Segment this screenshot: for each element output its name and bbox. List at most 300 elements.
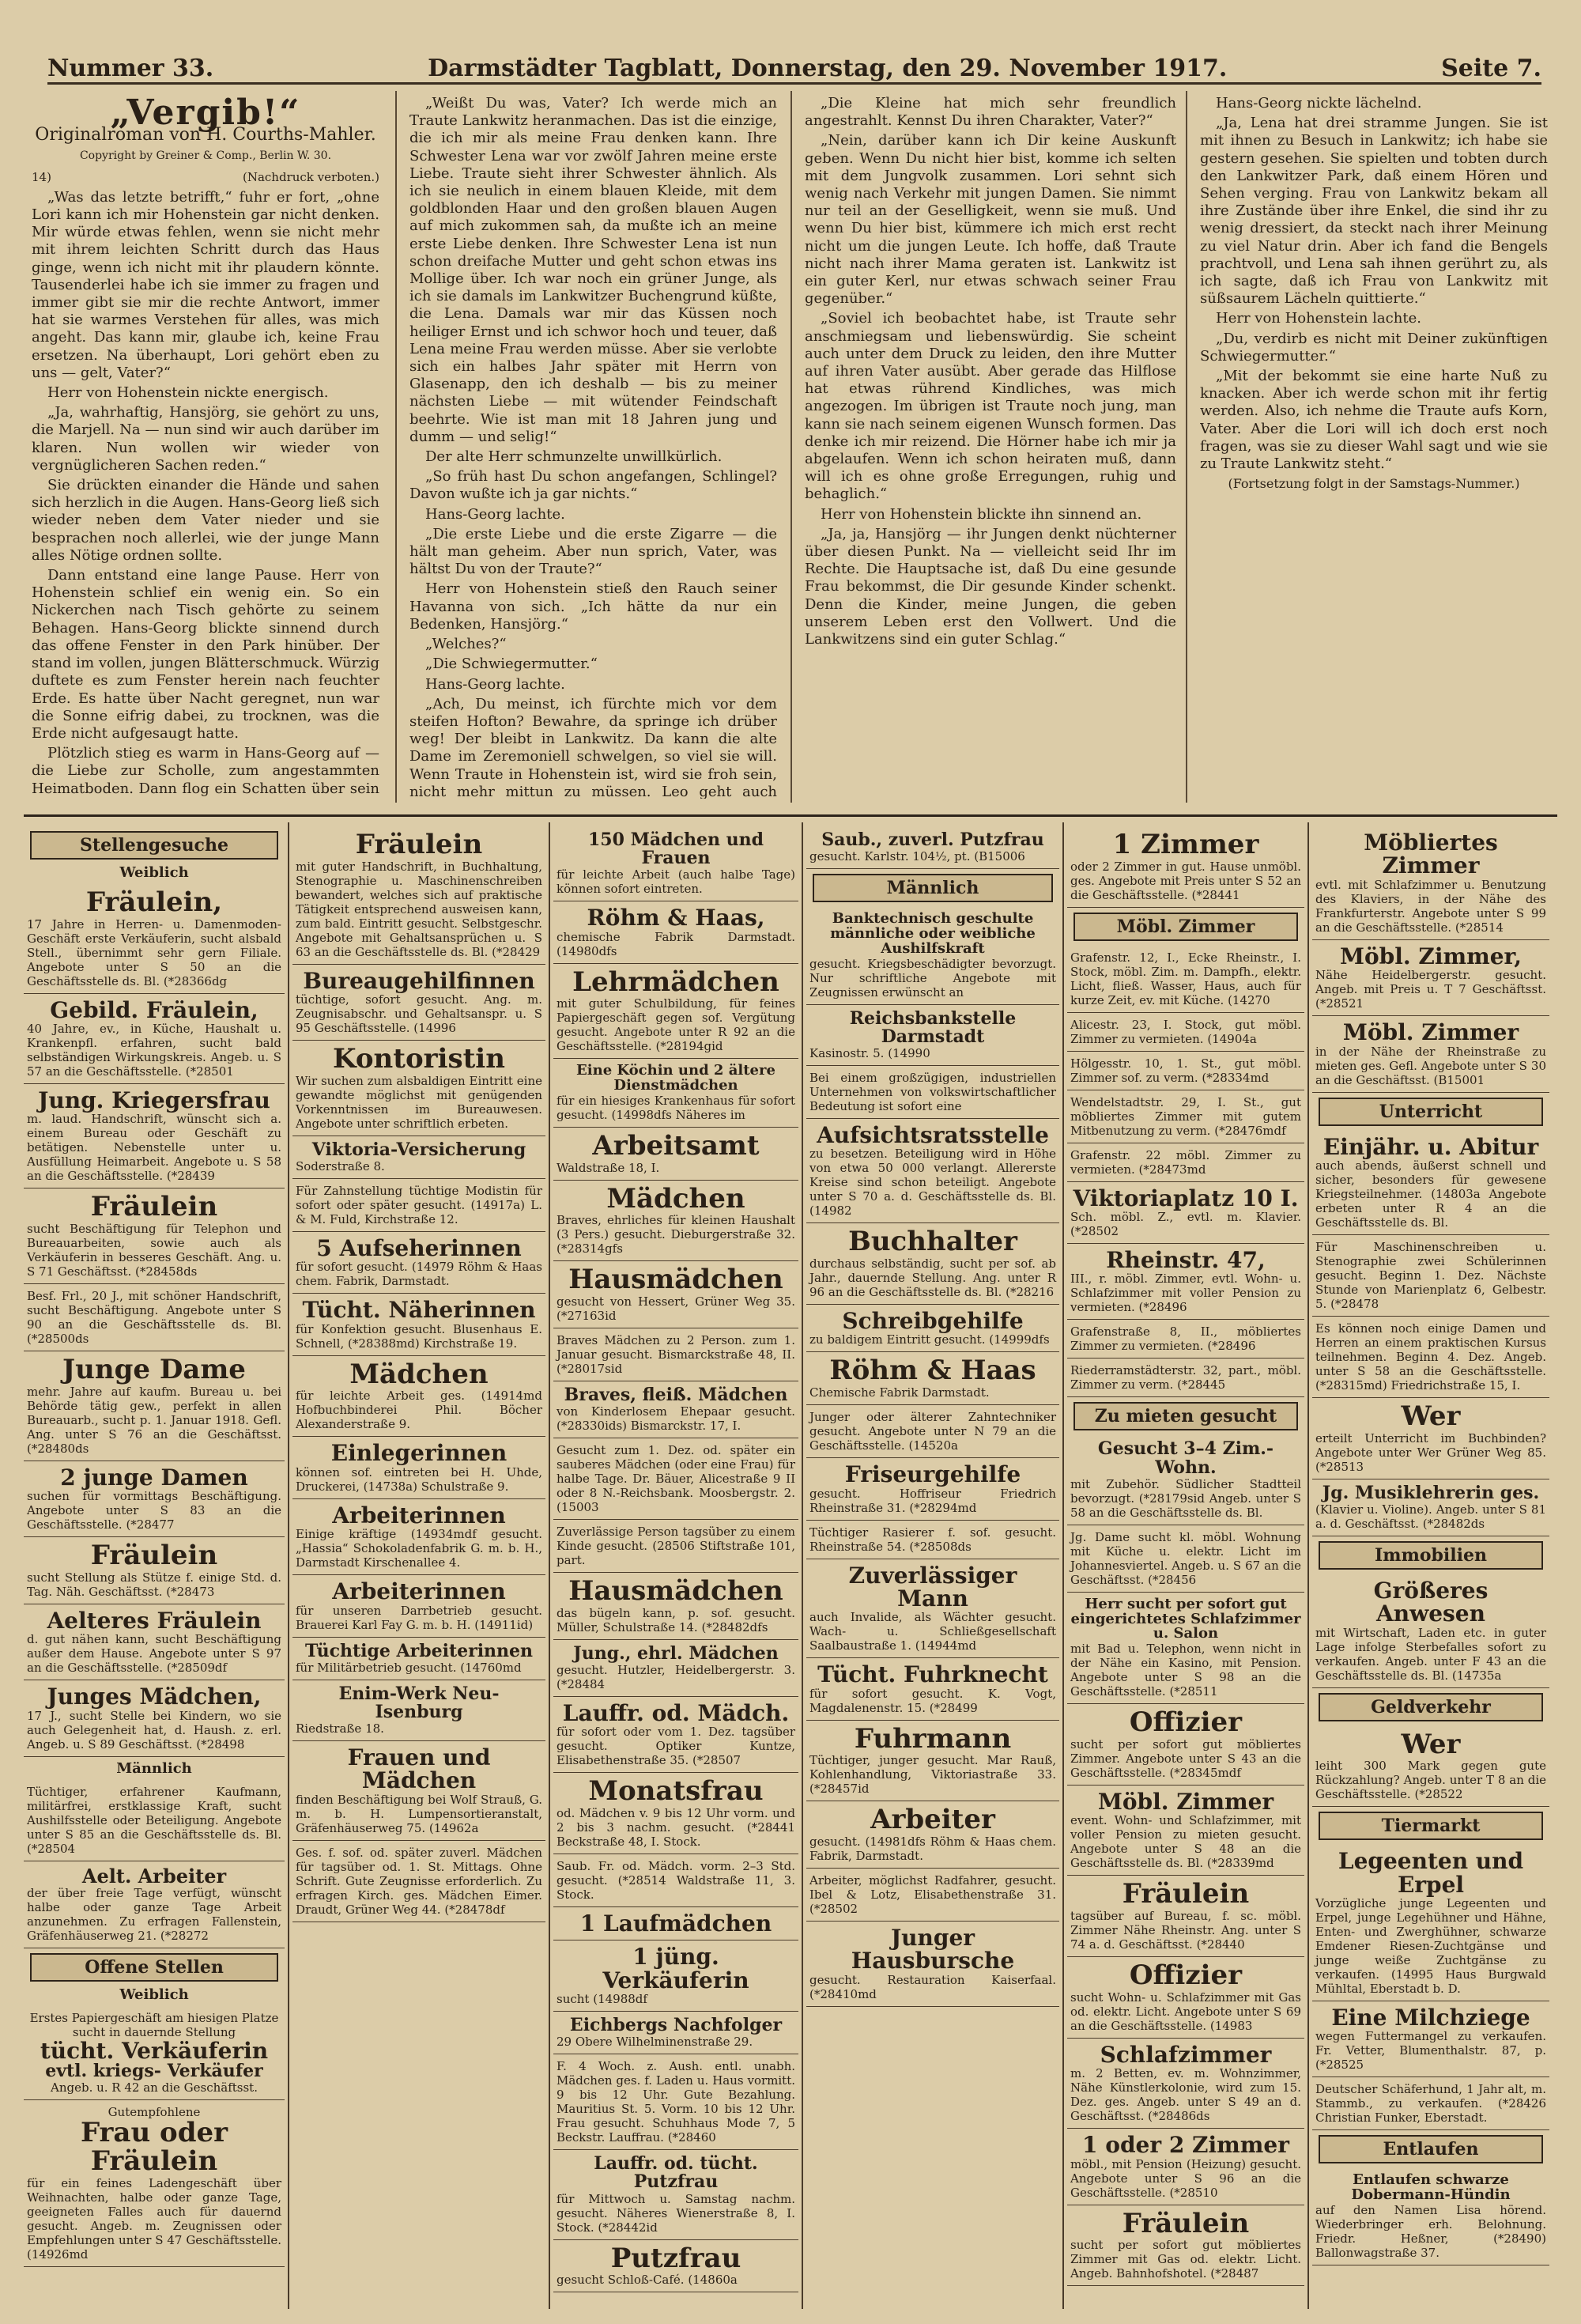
ad-text: möbl., mit Pension (Heizung) gesucht. Angebote unter S 96 an die Geschäftsstelle. (*28510 [1070, 2156, 1301, 2200]
ad-headline: Mädchen [606, 1182, 745, 1215]
classified-ad [1067, 946, 1304, 1013]
ad-headline: Lauffr. od. Mädch. [562, 1699, 790, 1726]
ad-text: Einige kräftige (14934mdf gesucht. „Hassia“ Schokoladenfabrik G. m. b. H., Darmstadt Kirschenallee 4. [296, 1527, 542, 1570]
classified-ad [292, 1841, 545, 1922]
classified-ad [553, 2150, 798, 2239]
ad-text: mit Wirtschaft, Laden etc. in guter Lage infolge Sterbefalles sofort zu verkaufen. Angeb. unter F 43 an die Geschäftsstelle ds. Bl. (14735a [1315, 1625, 1546, 1683]
classified-ad [24, 1084, 285, 1188]
ad-headline: evtl. kriegs- Verkäufer [45, 2061, 263, 2082]
issue-number: Nummer 33. [47, 55, 214, 82]
ad-text: mit Zubehör. Südlicher Stadtteil bevorzugt. (*28179sid Angeb. unter S 58 an die Geschäftsstelle ds. Bl. [1070, 1476, 1301, 1520]
ad-text: mit Bad u. Telephon, wenn nicht in der Nähe ein Kasino, mit Pension. Angebote unter S 98 an die Geschäftsstelle. (*28511 [1070, 1642, 1301, 1699]
ad-text: in der Nähe der Rheinstraße zu mieten ges. Gefl. Angebote unter S 30 an die Geschäftsst. (B15001 [1315, 1044, 1546, 1087]
classified-ad [806, 1721, 1059, 1802]
classified-ad [553, 1438, 798, 1520]
ad-headline: Kontoristin [333, 1043, 505, 1075]
ad-headline: Röhm & Haas [829, 1355, 1036, 1387]
ad-headline: Möbl. Zimmer, [1340, 943, 1522, 969]
classified-ad [24, 1188, 285, 1284]
ad-headline: Fräulein [1122, 1878, 1250, 1910]
classified-ad [1312, 1016, 1549, 1092]
classified-ad [292, 1232, 545, 1294]
column-rule [802, 822, 803, 2309]
ad-text: tagsüber auf Bureau, f. sc. möbl. Zimmer Nähe Rheinstr. Ang. unter S 74 a. d. Geschäftsst. (*28440 [1070, 1909, 1301, 1952]
section-header: Männlich [813, 874, 1053, 902]
ad-text: od. Mädchen v. 9 bis 12 Uhr vorm. und 2 bis 3 nachm. gesucht. (*28441 Beckstraße 48, I. Stock. [557, 1806, 795, 1850]
classified-ad [292, 1041, 545, 1136]
novel-paragraph: Hans-Georg nickte lächelnd. [1216, 95, 1422, 111]
novel-col3-body [805, 95, 1176, 648]
ad-headline: Herr sucht per sofort gut eingerichtetes Schlafzimmer u. Salon [1070, 1595, 1301, 1642]
ads-column-5 [1067, 826, 1304, 2305]
ad-headline: Aelteres Fräulein [47, 1607, 262, 1634]
novel-paragraph: Herr von Hohenstein nickte energisch. [47, 384, 329, 402]
ad-headline: tücht. Verkäuferin [40, 2037, 269, 2064]
ad-headline: Eine Köchin und 2 ältere Dienstmädchen [576, 1062, 775, 1094]
ad-text: mehr. Jahre auf kaufm. Bureau u. bei Behörde tätig gew., perfekt in allen Bureauarb., sucht p. 1. Januar 1918. Gefl. Ang. unter S 76 an die Geschäftsst. (*28480ds [27, 1384, 281, 1456]
section-header-stellengesuche: Stellengesuche [30, 831, 278, 860]
ad-text: Wendelstadtstr. 29, I. St., gut möbliertes Zimmer mit gutem Mitbenutzung zu verm. (*28476mdf [1070, 1094, 1301, 1138]
classified-ad [292, 1136, 545, 1179]
classified-ad [1312, 2077, 1549, 2130]
classified-ad [553, 1181, 798, 1262]
ad-text: gesucht. Hutzler, Heidelbergerstr. 3. (*28484 [557, 1662, 795, 1691]
ad-text: sucht Stellung als Stütze f. einige Std. d. Tag. Näh. Geschäftsst. (*28473 [27, 1570, 281, 1599]
section-header: Geldverkehr [1319, 1693, 1543, 1721]
ad-text: gesucht. Restauration Kaiserfaal. (*28410md [809, 1972, 1056, 2001]
classified-ad [806, 1922, 1059, 2007]
novel-paragraph: „Ja, wahrhaftig, Hansjörg, sie gehört zu uns, die Marjell. Na — nun sind wir auch darüber im klaren. Nun wollen wir wieder von vergnüglicheren Sachen reden.“ [32, 404, 379, 474]
classified-ad [1067, 1244, 1304, 1320]
ad-headline: Offizier [1129, 1706, 1243, 1739]
subsection-weiblich: Weiblich [119, 1986, 189, 2003]
subsection-weiblich: Weiblich [119, 864, 189, 881]
novel-col1-body [32, 189, 379, 799]
ad-text: Braves Mädchen zu 2 Person. zum 1. Januar gesucht. Bismarckstraße 48, II. (*28017sid [557, 1333, 795, 1377]
ad-text: finden Beschäftigung bei Wolf Strauß, G. m. b. H. Lumpensortieranstalt, Gräfenhäuserweg 75. (14962a [296, 1792, 542, 1835]
ad-text: Gutempfohlene [108, 2105, 201, 2120]
ad-headline: 2 junge Damen [60, 1464, 248, 1491]
classified-ad [24, 884, 285, 994]
novel-paragraph: „Soviel ich beobachtet habe, ist Traute sehr anschmiegsam und liebenswürdig. Sie scheint auch unter dem Druck zu leiden, den ihre Mutter auf ihren Vater ausübt. Aber gerade das Hilflose hat etwas rührend Kindliches, was mich angezogen. Im übrigen ist Traute noch jung, man kann sie nach seinem eigenen Wunsch formen. Das denke ich mir reizend. Die Hörner habe ich mir ja abgelaufen. Wenn ich schon heiraten muß, dann will ich es ohne große Erregungen, ruhig und behaglich.“ [805, 310, 1176, 503]
ad-headline: Viktoria-Versicherung [311, 1139, 526, 1160]
section-header: Zu mieten gesucht [1073, 1402, 1298, 1430]
ad-headline: 1 Zimmer [1112, 829, 1259, 860]
classified-ad [1067, 1143, 1304, 1182]
ad-text: (Klavier u. Violine). Angeb. unter S 81 a. d. Geschäftsst. (*28482ds [1315, 1502, 1546, 1531]
ad-headline: Wer [1401, 1728, 1461, 1760]
ad-text: für leichte Arbeit ges. (14914md Hofbuchbinderei Phil. Böcher Alexanderstraße 9. [296, 1389, 542, 1432]
ad-text: Braves, ehrliches für kleinen Haushalt (3 Pers.) gesucht. Dieburgerstraße 32. (*28314gfs [557, 1213, 795, 1256]
classified-ad [292, 1294, 545, 1355]
ad-headline: Legeenten und Erpel [1338, 1848, 1524, 1898]
ad-headline: Einlegerinnen [330, 1440, 508, 1467]
ad-text: für sofort gesucht. (14979 Röhm & Haas chem. Fabrik, Darmstadt. [296, 1260, 542, 1289]
classified-ad [24, 1861, 285, 1948]
ad-text: 17 J., sucht Stelle bei Kindern, wo sie auch Gelegenheit hat, d. Haush. z. erl. Angeb. u. S 89 Geschäftsst. (*28498 [27, 1708, 281, 1752]
classified-ad [553, 826, 798, 901]
classified-ad [24, 1351, 285, 1461]
novel-copyright: Copyright by Greiner & Comp., Berlin W. 30. [79, 149, 332, 163]
ad-headline: Fräulein [355, 829, 483, 860]
ad-text: sucht per sofort gut möbliertes Zimmer. Angebote unter S 43 an die Geschäftsstelle. (*28345mdf [1070, 1737, 1301, 1781]
ad-text: Saub. Fr. od. Mädch. vorm. 2–3 Std. gesucht. (*28514 Waldstraße 11, 3. Stock. [557, 1859, 795, 1903]
ads-col1-list [24, 884, 285, 1757]
column-rule [288, 822, 289, 2309]
classified-ad [553, 1128, 798, 1181]
classified-ad [1067, 1525, 1304, 1593]
classified-ad [1312, 1317, 1549, 1398]
ads-column-2 [292, 826, 545, 2305]
classified-ad [1067, 2129, 1304, 2205]
classified-ad [1312, 1131, 1549, 1235]
ad-text: 17 Jahre in Herren- u. Damenmoden-Geschäft erste Verkäuferin, sucht alsbald Stell., übernimmt sehr gern Filiale. Angebote unter S 50 an die Geschäftsstelle ds. Bl. (*28366dg [27, 916, 281, 988]
ad-headline: Schlafzimmer [1100, 2041, 1272, 2068]
ad-headline: Lauffr. od. tücht. Putzfrau [594, 2153, 758, 2193]
ad-headline: Banktechnisch geschulte männliche oder weibliche Aushilfskraft [830, 910, 1036, 957]
ads-col6-list [1312, 826, 1549, 2265]
ad-text: Tüchtiger, junger gesucht. Mar Rauß, Kohlenhandlung, Viktoriastraße 33. (*28457id [809, 1753, 1056, 1797]
ad-text: gesucht. Karlstr. 104½, pt. (B15006 [809, 849, 1025, 864]
ad-text: Ges. f. sof. od. später zuverl. Mädchen für tagsüber od. 1. St. Mittags. Ohne Schrift. Gute Zeugnisse erforderlich. Zu erfragen Kirch. ges. Mädchen Eimer. Draudt, Grüner Weg 44. (*28478df [296, 1845, 542, 1917]
ad-text: m. laud. Handschrift, wünscht sich a. einem Bureau oder Geschäft zu betätigen. Nebenstelle unter u. Ausfüllung Heimarbeit. Angebote u. S 58 an die Geschäftsstelle. (*28439 [27, 1112, 281, 1184]
ad-headline: Möbl. Zimmer [1097, 1789, 1274, 1816]
ad-text: für ein hiesiges Krankenhaus für sofort gesucht. (14998dfs Näheres im [557, 1094, 795, 1123]
classified-ad [806, 1801, 1059, 1869]
column-rule [1186, 91, 1187, 803]
ad-headline: Fräulein [90, 1540, 218, 1572]
classified-ad [806, 1658, 1059, 1720]
ad-text: Soderstraße 8. [296, 1158, 385, 1173]
ad-text: sucht (14988df [557, 1992, 647, 2007]
ad-text: 29 Obere Wilhelminenstraße 29. [557, 2035, 753, 2050]
classified-ad [806, 907, 1059, 1005]
classified-ad [24, 2100, 285, 2266]
ad-headline: 1 Laufmädchen [579, 1910, 772, 1937]
classified-ad [1312, 1726, 1549, 1808]
ad-text: Für Maschinenschreiben u. Stenographie zwei Schülerinnen gesucht. Beginn 1. Dez. Nächste Stunde von Marienplatz 6, Gelbestr. 5. (*28478 [1315, 1239, 1546, 1311]
novel-paragraph: Dann entstand eine lange Pause. Herr von Hohenstein schlief ein wenig ein. So ein Nickerchen nach Tisch gehörte zu seinem Behagen. Hans-Georg blickte sinnend durch das offene Fenster in den Park hinüber. Der stand im vollen, jungen Blätterschmuck. Würzig duftete es zum Fenster herein nach feuchter Erde. Es hatte über Nacht geregnet, nun war die Sonne eifrig dabei, zu trocknen, was die Erde nicht aufgesaugt hatte. [32, 567, 379, 742]
ad-headline: Arbeiter [870, 1804, 995, 1836]
classified-ad [806, 826, 1059, 869]
section-header: Tiermarkt [1319, 1812, 1543, 1840]
ads-col5-list [1067, 826, 1304, 2286]
classified-ad [553, 1520, 798, 1573]
classified-ad [553, 901, 798, 963]
ad-headline: Friseurgehilfe [844, 1461, 1021, 1488]
classified-ad [553, 1059, 798, 1128]
ad-text: zu baldigem Eintritt gesucht. (14999dfs [809, 1332, 1050, 1347]
ad-text: für sofort gesucht. K. Vogt, Magdalenenstr. 15. (*28499 [809, 1686, 1056, 1715]
classified-ad [1312, 826, 1549, 940]
ad-headline: Monatsfrau [588, 1775, 764, 1808]
classified-ad [24, 994, 285, 1084]
ads-column-3 [553, 826, 798, 2305]
ad-text: Nähe Heidelbergerstr. gesucht. Angeb. mit Preis u. T 7 Geschäftsst. (*28521 [1315, 968, 1546, 1011]
ad-headline: Tücht. Fuhrknecht [817, 1661, 1048, 1688]
novel-paragraph: „Du, verdirb es nicht mit Deiner zukünftigen Schwiegermutter.“ [1200, 330, 1548, 365]
classified-ad [553, 1940, 798, 2012]
ad-headline: Fuhrmann [854, 1722, 1012, 1755]
column-rule [790, 91, 792, 803]
classified-ad [553, 964, 798, 1060]
classified-ad [1312, 2168, 1549, 2265]
ad-headline: Möbl. Zimmer [1342, 1019, 1519, 1046]
ad-text: leiht 300 Mark gegen gute Rückzahlung? Angeb. unter T 8 an die Geschäftsstelle. (*28522 [1315, 1759, 1546, 1802]
ad-headline: Aelt. Arbeiter [81, 1864, 227, 1888]
ad-headline: Arbeitsamt [592, 1130, 760, 1162]
ad-headline: Junge Dame [62, 1354, 246, 1386]
ad-headline: Größeres Anwesen [1373, 1577, 1489, 1627]
classified-ad [292, 1638, 545, 1680]
classified-ad [24, 1537, 285, 1604]
ad-text: erteilt Unterricht im Buchbinden? Angebote unter Wer Grüner Weg 85. (*28513 [1315, 1430, 1546, 1474]
masthead [47, 41, 1541, 85]
ad-text: d. gut nähen kann, sucht Beschäftigung außer dem Hause. Angebote unter S 97 an die Geschäftsstelle. (*28509df [27, 1632, 281, 1676]
ad-text: das bügeln kann, p. sof. gesucht. Müller, Schulstraße 14. (*28482dfs [557, 1605, 795, 1634]
ad-text: Es können noch einige Damen und Herren an einem praktischen Kursus teilnehmen. Beginn 4. Dez. Angeb. unter S 58 an die Geschäftsstelle. (*28315md) Friedrichstraße 15, I. [1315, 1321, 1546, 1393]
ad-text: der über freie Tage verfügt, wünscht halbe oder ganze Tage Arbeit anzunehmen. Zu erfragen Fallenstein, Gräfenhäuserweg 21. (*28272 [27, 1885, 281, 1943]
ad-text: sucht Wohn- u. Schlafzimmer mit Gas od. elektr. Licht. Angebote unter S 69 an die Geschäftsstelle. (14983 [1070, 1990, 1301, 2033]
novel-paragraph: Herr von Hohenstein blickte ihn sinnend an. [821, 505, 1142, 523]
classified-ad [292, 1437, 545, 1498]
classified-ad [553, 1381, 798, 1438]
ad-headline: Schreibgehilfe [842, 1308, 1024, 1335]
classified-ad [292, 1741, 545, 1841]
ad-headline: Enim-Werk Neu-Isenburg [338, 1683, 500, 1722]
novel-paragraph: Herr von Hohenstein lachte. [1216, 310, 1421, 327]
ad-headline: Arbeiterinnen [332, 1502, 506, 1529]
ad-text: Deutscher Schäferhund, 1 Jahr alt, m. Stammb., zu verkaufen. (*28426 Christian Funker, Eberstadt. [1315, 2082, 1546, 2126]
classified-ad [806, 1559, 1059, 1659]
ad-headline: Hausmädchen [568, 1264, 783, 1296]
ad-text: gesucht. Kriegsbeschädigter bevorzugt. Nur schriftliche Angebote mit Zeugnissen erwünscht an [809, 956, 1056, 1000]
classified-ad [1067, 1704, 1304, 1786]
classified-ad [24, 2006, 285, 2100]
novel-paragraph: „Weißt Du was, Vater? Ich werde mich an Traute Lankwitz heranmachen. Das ist die einzige, die ich mir als meine Frau denken kann. Ihre Schwester Lena war vor zwölf Jahren meine erste Liebe. Traute sieht ihrer Schwester ähnlich. Als ich sie neulich in einem blauen Kleide, mit dem goldblonden Haar und den großen blauen Augen auf mich zukommen sah, da mußte ich an meine erste Liebe denken. Ihre Schwester Lena ist nun schon dreifache Mutter und geht schon etwas ins Mollige über. Ich war noch ein grüner Junge, als ich sie damals im Lankwitzer Buchengrund küßte, die Lena. Damals war mir das Küssen noch heiliger Ernst und ich schwor hoch und teuer, daß Lena meine Frau werden müsse. Aber sie verlobte sich ein halbes Jahr später mit Herrn von Glasenapp, den ich deshalb — bis zu meiner nächsten Liebe — mit wütender Feindschaft beehrte. Wie ist man mit 18 Jahren jung und dumm — und selig!“ [409, 95, 777, 445]
classified-ad [1312, 940, 1549, 1016]
section-divider [24, 814, 1557, 817]
column-rule [549, 822, 550, 2309]
novel-paragraph: „Ja, ja, Hansjörg — ihr Jungen denkt nüchterner über diesen Punkt. Na — vielleicht seid Ihr im Rechte. Die Hauptsache ist, daß Du eine gesunde Frau bekommst, die Dir gesunde Kinder schenkt. Denn die Kinder, meine Jungen, die geben unserem Leben erst den Vollwert. Und die Lankwitzens sind ein guter Schlag.“ [805, 525, 1176, 648]
reprint-notice: (Nachdruck verboten.) [242, 169, 379, 184]
novel-author: Originalroman von H. Courths-Mahler. [35, 125, 376, 145]
ads-col2-list [292, 826, 545, 1922]
ad-text: event. Wohn- und Schlafzimmer, mit voller Pension zu mieten gesucht. Angebote unter S 48 an die Geschäftsstelle ds. Bl. (*28339md [1070, 1813, 1301, 1871]
classified-ad [1312, 1845, 1549, 2001]
classified-ad [553, 1640, 798, 1697]
ad-text: auch Invalide, als Wächter gesucht. Wach- u. Schließgesellschaft Saalbaustraße 1. (14944md [809, 1610, 1056, 1653]
classified-ad [553, 1328, 798, 1381]
ad-headline: Einjähr. u. Abitur [1323, 1133, 1539, 1160]
ad-text: chemische Fabrik Darmstadt. (14980dfs [557, 929, 795, 958]
ad-text: auch abends, äußerst schnell und sicher, besonders für gewesene Kriegsteilnehmer. (14803a Angebote erbeten unter R 4 an die Geschäftsstelle ds. Bl. [1315, 1158, 1546, 1230]
classified-ad [1067, 1182, 1304, 1244]
classified-ad [806, 1458, 1059, 1520]
ad-headline: Wer [1401, 1400, 1461, 1432]
classified-ad [24, 1284, 285, 1351]
ad-text: Vorzügliche junge Legeenten und Erpel, junge Legehühner und Hähne, Enten- und Zwerghühner, schwarze Emdener Riesen-Zuchtgänse und junge weiße Zuchtgänse zu verkaufen. (14995 Haus Burgwald Mühltal, Eberstadt b. D. [1315, 1895, 1546, 1996]
ad-headline: Frau oder Fräulein [80, 2117, 228, 2178]
ad-text: Tüchtiger Rasierer f. sof. gesucht. Rheinstraße 54. (*28508ds [809, 1525, 1056, 1554]
ad-headline: Mädchen [349, 1358, 489, 1390]
ad-text: Tüchtiger, erfahrener Kaufmann, militärfrei, erstklassige Kraft, sucht Aushilfsstelle oder Beteiligung. Angebote unter S 85 an die Geschäftsstelle ds. Bl. (*28504 [27, 1784, 281, 1856]
classified-ad [806, 1005, 1059, 1066]
classified-ad [806, 1119, 1059, 1223]
ad-text: sucht per sofort gut möbliertes Zimmer mit Gas od. elektr. Licht. Angeb. Bahnhofshotel. (*28487 [1070, 2238, 1301, 2281]
ad-headline: Gesucht 3–4 Zim.-Wohn. [1097, 1438, 1274, 1478]
ads-col4-list [806, 826, 1059, 2007]
classified-ad [1067, 1052, 1304, 1090]
classified-ad [1067, 1876, 1304, 1957]
classified-ad [806, 1223, 1059, 1305]
ad-headline: 1 jüng. Verkäuferin [602, 1944, 749, 1993]
ad-text: für Konfektion gesucht. Blusenhaus E. Schnell, (*28388md) Kirchstraße 19. [296, 1321, 542, 1351]
novel-paragraph: „Was das letzte betrifft,“ fuhr er fort, „ohne Lori kann ich mir Hohenstein gar nicht denken. Mir würde etwas fehlen, wenn sie nicht mehr mit ihrem leichten Schritt durch das Haus ginge, wenn ich nicht mit ihr plaudern könnte. Tausenderlei habe ich sie immer zu fragen und immer gibt sie mir die rechte Antwort, immer hat sie warmes Verstehen für alles, was mich angeht. Das kann mir, glaube ich, keine Frau ersetzen. Na überhaupt, Lori gehört eben zu uns — gelt, Vater?“ [32, 188, 379, 381]
novel-paragraph: „Nein, darüber kann ich Dir keine Auskunft geben. Wenn Du nicht hier bist, komme ich selten mit dem Jungvolk zusammen. Lori sehnt sich wenig nach Verkehr mit jungen Damen. Sie nimmt nur teil an der Geselligkeit, wenn sie muß. Und wenn Du hier bist, kümmere ich mich erst recht nicht um die jungen Leute. Ich hoffe, daß Traute nicht nach ihrer Mama geraten ist. Lankwitz ist ein guter Kerl, nur etwas schwach seiner Frau gegenüber.“ [805, 132, 1176, 308]
ad-headline: Frauen und Mädchen [347, 1744, 491, 1794]
ad-headline: Eine Milchziege [1331, 2004, 1530, 2031]
ad-text: Riedstraße 18. [296, 1721, 384, 1736]
classified-ad [806, 1521, 1059, 1559]
novel-paragraph: Hans-Georg lachte. [425, 675, 565, 693]
ad-text: Alicestr. 23, I. Stock, gut möbl. Zimmer zu vermieten. (14904a [1070, 1017, 1301, 1046]
novel-paragraph: Plötzlich stieg es warm in Hans-Georg auf — die Liebe zur Scholle, zum angestammten Heimatboden. Dann flog ein Schatten über sein [32, 745, 379, 797]
classified-ad [553, 2054, 798, 2150]
ad-text: Für Zahnstellung tüchtige Modistin für sofort oder später gesucht. (14917a) L. & M. Fuld, Kirchstraße 12. [296, 1183, 542, 1226]
column-rule [1062, 822, 1064, 2309]
ads-column-1 [24, 826, 285, 2305]
classified-ad [1312, 1398, 1549, 1479]
ad-text: F. 4 Woch. z. Aush. entl. unabh. Mädchen ges. f. Laden u. Haus vormitt. 9 bis 12 Uhr. Gute Bezahlung. Mauritius St. 5. Vorm. 10 bis 12 Uhr. Frau gesucht. Schuhhaus Mode 7, 5 Beckstr. Lauffrau. (*28460 [557, 2059, 795, 2145]
classified-ad [1067, 1593, 1304, 1705]
classified-ad [292, 1356, 545, 1438]
ad-text: III., r. möbl. Zimmer, evtl. Wohn- u. Schlafzimmer mit voller Pension zu vermieten. (*28496 [1070, 1272, 1301, 1315]
ad-text: für unseren Darrbetrieb gesucht. Brauerei Karl Fay G. m. b. H. (14911id) [296, 1603, 542, 1632]
classified-ad [553, 1573, 798, 1640]
ad-headline: Jung. Kriegersfrau [38, 1087, 270, 1114]
classified-ad [292, 826, 545, 965]
ad-headline: Junges Mädchen, [47, 1683, 262, 1710]
classified-ad [1312, 1574, 1549, 1688]
ad-headline: 150 Mädchen und Frauen [588, 829, 764, 869]
ad-text: Riederramstädterstr. 32, part., möbl. Zimmer zu verm. (*28445 [1070, 1363, 1301, 1393]
ad-text: Jg. Dame sucht kl. möbl. Wohnung mit Küche u. elektr. Licht im Johannesviertel. Angeb. u. S 67 an die Geschäftsst. (*28456 [1070, 1529, 1301, 1587]
novel-paragraph: „Welches?“ [425, 636, 507, 653]
newspaper-dateline: Darmstädter Tagblatt, Donnerstag, den 29. November 1917. [428, 55, 1228, 82]
ad-text: mit guter Schulbildung, für feines Papiergeschäft gegen sof. Vergütung gesucht. Angebote unter R 92 an die Geschäftsstelle. (*28194gid [557, 996, 795, 1054]
classified-ad [1312, 1479, 1549, 1536]
ad-headline: Zuverlässiger Mann [848, 1562, 1017, 1612]
ad-headline: Aufsichtsratsstelle [817, 1121, 1049, 1148]
classified-ad [553, 1907, 798, 1940]
ad-headline: Fräulein [1122, 2207, 1250, 2239]
classified-ad [1067, 1786, 1304, 1876]
novel-paragraph: „Die erste Liebe und die erste Zigarre — die hält man geheim. Aber nun sprich, Vater, was hältst Du von der Traute?“ [409, 525, 777, 578]
novel-column-2 [409, 95, 777, 799]
ad-text: Zuverlässige Person tagsüber zu einem Kinde gesucht. (28506 Stiftstraße 101, part. [557, 1525, 795, 1568]
classified-ad [553, 1854, 798, 1907]
ad-text: durchaus selbständig, sucht per sof. ab Jahr., dauernde Stellung. Ang. unter R 96 an die Geschäftsstelle ds. Bl. (*28216 [809, 1256, 1056, 1300]
novel-paragraph: „Mit der bekommt sie eine harte Nuß zu knacken. Aber ich werde schon mit ihr fertig werden. Also, ich nehme die Traute aufs Korn, Vater. Aber die Lori will ich doch erst noch fragen, was sie zu dieser Wahl sagt und wie sie zu Traute Lankwitz steht.“ [1200, 368, 1548, 473]
novel-title: „Vergib!“ [110, 95, 301, 133]
ad-headline: Möbliertes Zimmer [1364, 829, 1498, 879]
classified-ad [553, 1697, 798, 1773]
section-header: Unterricht [1319, 1098, 1543, 1126]
classified-ad [553, 2240, 798, 2293]
ad-text: 40 Jahre, ev., in Küche, Haushalt u. Krankenpfl. erfahren, sucht bald selbständigen Wirkungskreis. Angeb. u. S 57 an die Geschäftsstelle. (*28501 [27, 1022, 281, 1079]
section-header: Möbl. Zimmer [1073, 913, 1298, 941]
ad-headline: 5 Aufseherinnen [316, 1234, 522, 1261]
ad-text: von Kinderlosem Ehepaar gesucht. (*28330ids) Bismarckstr. 17, I. [557, 1404, 795, 1434]
ad-text: Grafenstr. 12, I., Ecke Rheinstr., I. Stock, möbl. Zim. m. Dampfh., elektr. Licht, fließ. Wasser, Haus, auch für kurze Zeit, ev. mit Küche. (14270 [1070, 950, 1301, 1007]
ad-text: evtl. mit Schlafzimmer u. Benutzung des Klaviers, in der Nähe des Frankfurterstr. Angebote unter S 99 an die Geschäftsstelle. (*28514 [1315, 877, 1546, 935]
ad-text: für sofort oder vom 1. Dez. tagsüber gesucht. Optiker Kuntze, Elisabethenstraße 35. (*28507 [557, 1725, 795, 1768]
novel-col2-body [409, 95, 777, 799]
ad-text: gesucht von Hessert, Grüner Weg 35. (*27163id [557, 1294, 795, 1324]
classified-ad [292, 1179, 545, 1232]
classified-ad [806, 1405, 1059, 1458]
classified-ad [1067, 1359, 1304, 1397]
ad-text: sucht Beschäftigung für Telephon und Bureauarbeiten, sowie auch als Verkäuferin in besseres Geschäft. Ang. u. S 71 Geschäftsst. (*28458ds [27, 1222, 281, 1279]
ad-headline: Rheinstr. 47, [1106, 1247, 1266, 1274]
page-number: Seite 7. [1441, 55, 1541, 82]
classified-ad [1312, 2001, 1549, 2077]
novel-paragraph: „So früh hast Du schon angefangen, Schlingel? Davon wußte ich ja gar nichts.“ [409, 468, 777, 503]
ad-text: m. 2 Betten, ev. m. Wohnzimmer, Nähe Künstlerkolonie, wird zum 15. Dez. ges. Angeb. unter S 49 an d. Geschäftsst. (*28486ds [1070, 2066, 1301, 2124]
ad-headline: Saub., zuverl. Putzfrau [821, 829, 1044, 850]
ad-text: für Militärbetrieb gesucht. (14760md [296, 1660, 522, 1675]
ad-text: für leichte Arbeit (auch halbe Tage) können sofort eintreten. [557, 867, 795, 897]
classified-ad [24, 1780, 285, 1861]
ad-headline: Putzfrau [610, 2242, 741, 2274]
novel-column-1 [32, 95, 379, 799]
classified-ad [24, 1461, 285, 1537]
ad-text: Hölgesstr. 10, 1. St., gut möbl. Zimmer sof. zu verm. (*28334md [1070, 1056, 1301, 1085]
novel-paragraph: „Ach, Du meinst, ich fürchte mich vor dem steifen Hofton? Bewahre, da springe ich drüber weg! Der bleibt in Lankwitz. Da kann die alte Dame im Zeremoniell schwelgen, so viel sie will. Wenn Traute in Hohenstein ist, wird sie froh sein, nicht mehr mittun zu müssen. Leo geht auch [409, 695, 777, 799]
continuation-note: (Fortsetzung folgt in der Samstags-Nummer.) [1228, 476, 1520, 492]
ad-headline: Offizier [1129, 1959, 1243, 1992]
ad-text: auf den Namen Lisa hörend. Wiederbringer erh. Belohnung. Friedr. Heßner, (*28490) Ballonwagstraße 37. [1315, 2203, 1546, 2261]
ad-text: Gesucht zum 1. Dez. od. später ein sauberes Mädchen (oder eine Frau) für halbe Tage. Dr. Bäuer, Alicestraße 9 II oder 8 N.-Reichsbank. Moosbergstr. 2. (15003 [557, 1443, 795, 1515]
classified-ad [1312, 1235, 1549, 1317]
novel-paragraph: „Ja, Lena hat drei stramme Jungen. Sie ist mit ihnen zu Besuch in Lankwitz; ich habe sie gestern gesehen. Sie spielten und tobten durch den Lankwitzer Park, daß einem Hören und Sehen verging. Frau von Lankwitz bekam all ihre Zustände über ihre Enkel, die sind ihr zu wenig dressiert, da steckt nach ihrer Meinung zu viel Natur drin. Aber ich fand die Bengels prachtvoll, und Lena sah ihnen gerührt zu, als ich sagte, daß ich Frau von Lankwitz mit süßsaurem Lächeln quittierte.“ [1200, 115, 1548, 308]
subsection-maennlich: Männlich [116, 1759, 192, 1777]
classified-ad [806, 1352, 1059, 1405]
ad-text: Bei einem großzügigen, industriellen Unternehmen von volkswirtschaftlicher Bedeutung ist sofort eine [809, 1070, 1056, 1113]
ad-text: Waldstraße 18, I. [557, 1160, 660, 1175]
ad-text: Chemische Fabrik Darmstadt. [809, 1385, 990, 1400]
ad-text: tüchtige, sofort gesucht. Ang. m. Zeugnisabschr. und Gehaltsanspr. u. S 95 Geschäftsstelle. (14996 [296, 992, 542, 1036]
ad-text: Erstes Papiergeschäft am hiesigen Platze sucht in dauernde Stellung [29, 2010, 279, 2039]
ad-text: gesucht Schloß-Café. (14860a [557, 2273, 738, 2288]
ad-headline: Buchhalter [848, 1226, 1017, 1258]
classified-ad [1067, 1435, 1304, 1525]
classified-ad [292, 1575, 545, 1637]
novel-paragraph: Herr von Hohenstein stieß den Rauch seiner Havanna von sich. „Ich hätte da nur ein Bedenken, Hansjörg.“ [409, 580, 777, 633]
ad-text: Wir suchen zum alsbaldigen Eintritt eine gewandte möglichst mit genügenden Vorkenntnissen im Bureauwesen. Angebote unter schriftlich erbeten. [296, 1073, 542, 1131]
classified-ad [806, 1305, 1059, 1352]
ad-text: Junger oder älterer Zahntechniker gesucht. Angebote unter N 79 an die Geschäftsstelle. (14520a [809, 1410, 1056, 1453]
ad-text: gesucht. Hoffriseur Friedrich Rheinstraße 31. (*28294md [809, 1486, 1056, 1515]
ad-headline: 1 oder 2 Zimmer [1082, 2132, 1289, 2159]
ad-headline: Bureaugehilfinnen [303, 967, 535, 994]
ad-text: suchen für vormittags Beschäftigung. Angebote unter S 83 an die Geschäftsstelle. (*28477 [27, 1489, 281, 1532]
ad-headline: Braves, fleiß. Mädchen [564, 1385, 788, 1406]
ad-headline: Hausmädchen [568, 1575, 783, 1608]
ad-text: zu besetzen. Beteiligung wird in Höhe von etwa 50 000 verlangt. Allererste Kreise sind schon beteiligt. Angebote unter S 70 a. d. Geschäftsstelle ds. Bl. (14982 [809, 1147, 1056, 1219]
section-header-offene-stellen: Offene Stellen [30, 1953, 278, 1982]
